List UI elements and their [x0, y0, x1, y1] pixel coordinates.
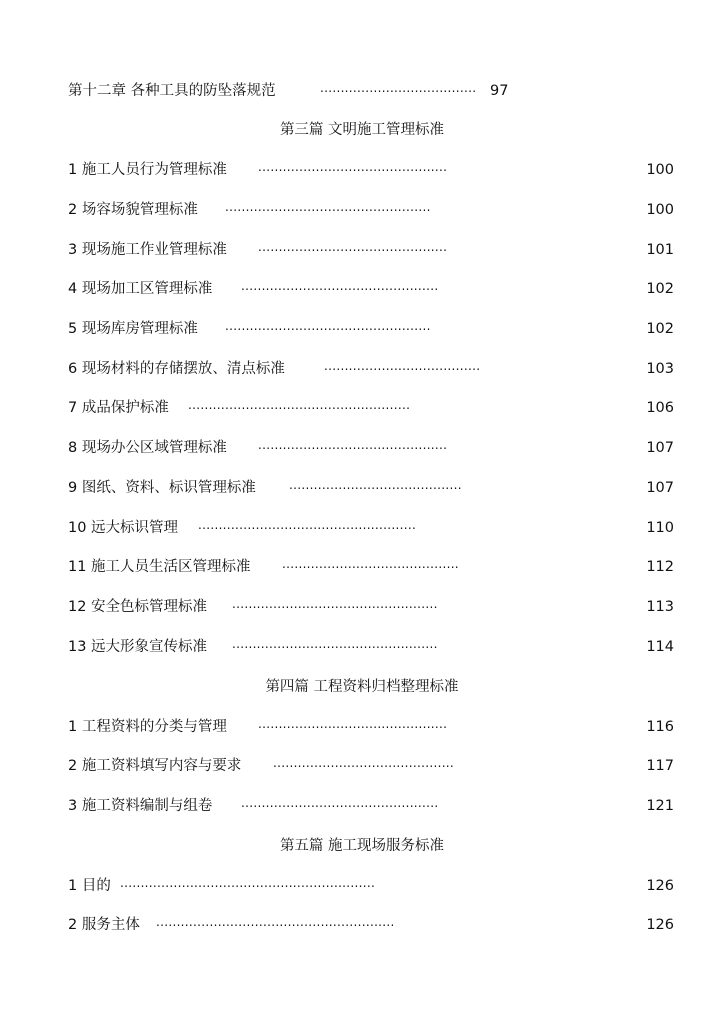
toc-entry-title: 1 施工人员行为管理标准 — [68, 162, 227, 178]
toc-entry — [68, 556, 674, 578]
toc-entry-page: 117 — [646, 758, 674, 774]
toc-entry-title: 10 远大标识管理 — [68, 520, 179, 536]
toc-entry-title: 1 工程资料的分类与管理 — [68, 719, 227, 735]
toc-entry — [68, 397, 674, 419]
toc-leader-dots: ...................................... — [320, 81, 477, 95]
toc-leader-dots: ............................................ — [273, 756, 455, 770]
toc-entry-page: 106 — [646, 400, 674, 416]
toc-entry-title: 8 现场办公区域管理标准 — [68, 440, 227, 456]
toc-leader-dots: ...................................................... — [188, 398, 411, 412]
toc-entry-title: 3 现场施工作业管理标准 — [68, 242, 227, 258]
toc-entry-title: 13 远大形象宣传标准 — [68, 639, 208, 655]
toc-entry-title: 2 施工资料填写内容与要求 — [68, 758, 242, 774]
toc-entry-title: 2 场容场貌管理标准 — [68, 202, 198, 218]
toc-leader-dots: .................................................. — [232, 597, 438, 611]
toc-leader-dots: ..................................................... — [198, 518, 417, 532]
toc-entry — [68, 914, 674, 936]
toc-entry — [68, 755, 674, 777]
toc-entry — [68, 517, 674, 539]
toc-entry-page: 113 — [646, 599, 674, 615]
toc-entry-page: 102 — [646, 321, 674, 337]
toc-entry — [68, 437, 674, 459]
toc-leader-dots: .................................................. — [225, 319, 431, 333]
toc-entry-title: 5 现场库房管理标准 — [68, 321, 198, 337]
part-four-heading: 第四篇 工程资料归档整理标准 — [265, 679, 459, 695]
toc-entry-page: 100 — [646, 162, 674, 178]
part-five-heading: 第五篇 施工现场服务标准 — [279, 838, 445, 854]
toc-leader-dots: .............................................. — [258, 717, 448, 731]
toc-entry — [68, 358, 674, 380]
toc-entry-page: 100 — [646, 202, 674, 218]
toc-entry-page: 101 — [646, 242, 674, 258]
toc-entry — [68, 795, 674, 817]
toc-entry — [68, 477, 674, 499]
toc-entry-page: 116 — [646, 719, 674, 735]
toc-entry-page: 107 — [646, 480, 674, 496]
toc-entry-page: 112 — [646, 559, 674, 575]
toc-leader-dots: .................................................. — [225, 200, 431, 214]
toc-entry-title: 7 成品保护标准 — [68, 400, 169, 416]
toc-entry — [68, 875, 674, 897]
toc-leader-dots: .............................................................. — [120, 876, 376, 890]
toc-leader-dots: .................................................. — [232, 637, 438, 651]
toc-entry — [68, 278, 674, 300]
toc-leader-dots: .......................................................... — [156, 915, 395, 929]
toc-entry-title: 1 目的 — [68, 878, 111, 894]
toc-entry — [68, 716, 674, 738]
toc-entry-page: 126 — [646, 917, 674, 933]
toc-entry-page: 110 — [646, 520, 674, 536]
toc-leader-dots: ...................................... — [324, 359, 481, 373]
toc-entry-title: 4 现场加工区管理标准 — [68, 281, 213, 297]
toc-entry-page: 121 — [646, 798, 674, 814]
toc-entry-page: 103 — [646, 361, 674, 377]
toc-entry — [68, 80, 674, 102]
toc-entry — [68, 159, 674, 181]
toc-entry — [68, 199, 674, 221]
toc-leader-dots: .............................................. — [258, 240, 448, 254]
toc-entry-page: 97 — [490, 83, 509, 99]
toc-entry-title: 2 服务主体 — [68, 917, 140, 933]
toc-entry-page: 107 — [646, 440, 674, 456]
toc-entry-title: 11 施工人员生活区管理标准 — [68, 559, 251, 575]
toc-leader-dots: .............................................. — [258, 438, 448, 452]
toc-entry — [68, 239, 674, 261]
part-three-heading: 第三篇 文明施工管理标准 — [279, 122, 445, 138]
toc-leader-dots: ................................................ — [241, 796, 439, 810]
toc-entry-title: 9 图纸、资料、标识管理标准 — [68, 480, 256, 496]
toc-entry — [68, 596, 674, 618]
toc-leader-dots: .............................................. — [258, 160, 448, 174]
toc-entry-page: 102 — [646, 281, 674, 297]
toc-leader-dots: ........................................... — [282, 557, 459, 571]
toc-entry-title: 12 安全色标管理标准 — [68, 599, 208, 615]
toc-leader-dots: ................................................ — [241, 279, 439, 293]
toc-entry-page: 114 — [646, 639, 674, 655]
toc-entry-page: 126 — [646, 878, 674, 894]
toc-entry-title: 6 现场材料的存储摆放、清点标准 — [68, 361, 285, 377]
toc-entry-title: 3 施工资料编制与组卷 — [68, 798, 213, 814]
toc-entry — [68, 636, 674, 658]
toc-entry-title: 第十二章 各种工具的防坠落规范 — [68, 83, 276, 99]
toc-leader-dots: .......................................... — [289, 478, 462, 492]
toc-entry — [68, 318, 674, 340]
